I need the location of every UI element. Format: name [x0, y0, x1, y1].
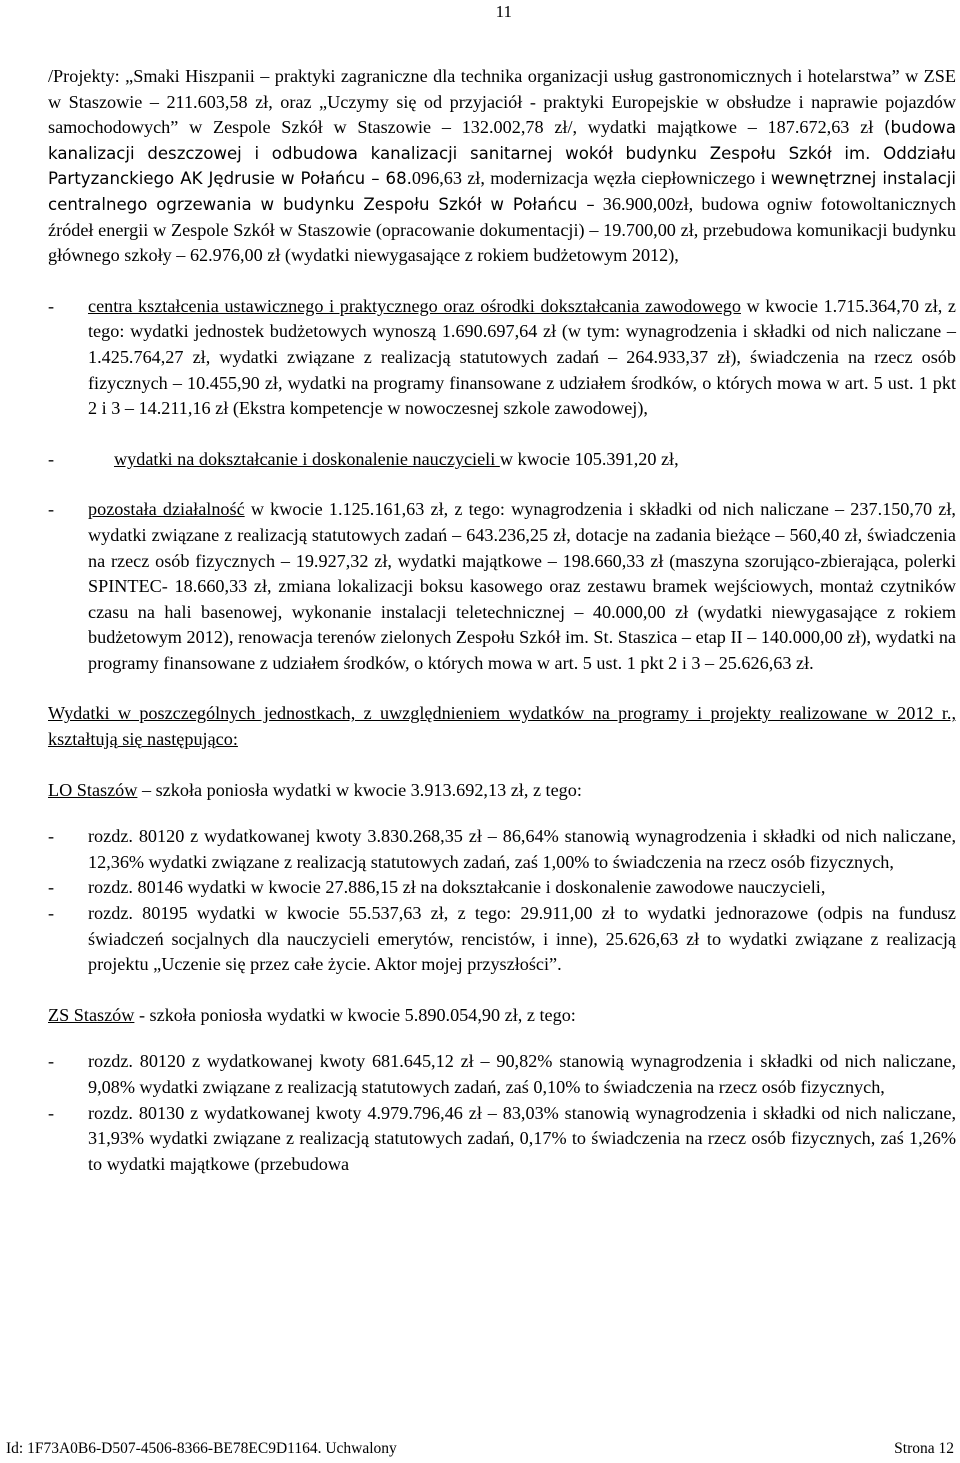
projects-text-sans-1: (budowa kanalizacji deszczowej i odbudowa kanalizacji sanitarnej wokół budynku Zespołu Szkół im. Oddziału Partyzanckiego AK Jędrusie w Połańcu – 68.: [48, 118, 956, 189]
lo-summary-text: – szkoła poniosła wydatki w kwocie 3.913.692,13 zł, z tego:: [137, 779, 582, 800]
page-number: 11: [495, 2, 512, 21]
pozostala-text: w kwocie 1.125.161,63 zł, z tego: wynagrodzenia i składki od nich naliczane – 237.150,70 zł, wydatki związane z realizacją statutowych zadań – 643.236,25 zł, dotacje na zadania bieżące – 560,40 zł, świadczenia na rzecz osób fizycznych – 19.927,32 zł, wydatki majątkowe – 198.660,33 zł (maszyna szorująco-zbierająca, polerki SPINTEC- 18.660,33 zł, zmiana lokalizacji boksu kasowego oraz zestawu bramek wejściowych, montaż czytników czasu na hali basenowej, wykonanie instalacji teletechnicznej – 40.000,00 zł (wydatki niewygasające z rokiem budżetowym 2012), renowacja terenów zielonych Zespołu Szkół im. St. Staszica – etap II – 140.000,00 zł), wydatki na programy finansowane z udziałem środków, o których mowa w art. 5 ust. 1 pkt 2 i 3 – 25.626,63 zł.: [88, 499, 956, 673]
dokszt-text: w kwocie 105.391,20 zł,: [499, 448, 679, 469]
document-id: Id: 1F73A0B6-D507-4506-8366-BE78EC9D1164. Uchwalony: [6, 1440, 397, 1457]
list-dash: -: [48, 826, 55, 847]
zs-summary-text: - szkoła poniosła wydatki w kwocie 5.890.054,90 zł, z tego:: [134, 1004, 576, 1025]
zs-item-2: [48, 1101, 956, 1178]
projects-paragraph: [48, 64, 956, 269]
section-heading: Wydatki w poszczególnych jednostkach, z uwzględnieniem wydatków na programy i projekty realizowane w 2012 r., kształtują się następująco:: [48, 703, 956, 750]
centra-title: centra kształcenia ustawicznego i praktycznego oraz ośrodki dokształcania zawodowego: [88, 295, 741, 316]
lo-item-text: rozdz. 80146 wydatki w kwocie 27.886,15 zł na dokształcanie i doskonalenie zawodowe nauczycieli,: [88, 877, 826, 898]
lo-name: LO Staszów: [48, 779, 138, 800]
lo-item-2: [48, 875, 956, 901]
lo-item-1: [48, 824, 956, 875]
list-item-dokszt: [48, 447, 956, 473]
list-item-pozostala: [48, 497, 956, 676]
lo-item-text: rozdz. 80195 wydatki w kwocie 55.537,63 zł, z tego: 29.911,00 zł to wydatki jednorazowe (odpis na fundusz świadczeń socjalnych dla nauczycieli emerytów, rencistów, i inne), 25.626,63 zł to wydatki związane z realizacją projektu „Uczenie się przez całe życie. Aktor mojej przyszłości”.: [88, 903, 956, 975]
list-dash: -: [48, 903, 55, 924]
page-footer: [6, 1440, 954, 1458]
dokszt-title: wydatki na dokształcanie i doskonalenie nauczycieli: [114, 448, 500, 469]
list-item-centra: [48, 294, 956, 422]
list-dash: -: [48, 877, 55, 898]
lo-item-text: rozdz. 80120 z wydatkowanej kwoty 3.830.268,35 zł – 86,64% stanowią wynagrodzenia i składki od nich naliczane, 12,36% wydatki związane z realizacją statutowych zadań, zaś 1,00% to świadczenia na rzecz osób fizycznych,: [88, 826, 956, 872]
projects-text-2: 096,63 zł, modernizacja węzła ciepłowniczego i: [411, 168, 771, 189]
centra-text: w kwocie 1.715.364,70 zł, z tego: wydatki jednostek budżetowych wynoszą 1.690.697,64 zł (w tym: wynagrodzenia i składki od nich naliczane – 1.425.764,27 zł, wydatki związane z realizacją statutowych zadań – 264.933,37 zł), świadczenia na rzecz osób fizycznych – 10.455,90 zł, wydatki na programy finansowane z udziałem środków, o których mowa w art. 5 ust. 1 pkt 2 i 3 – 14.211,16 zł (Ekstra kompetencje w nowoczesnej szkole zawodowej),: [88, 295, 956, 419]
pozostala-title: pozostała działalność: [88, 499, 245, 520]
zs-item-1: [48, 1049, 956, 1100]
lo-summary: [48, 778, 956, 804]
zs-item-text: rozdz. 80130 z wydatkowanej kwoty 4.979.796,46 zł – 83,03% stanowią wynagrodzenia i składki od nich naliczane, 31,93% wydatki związane z realizacją statutowych zadań, 0,17% to świadczenia na rzecz osób fizycznych, zaś 1,26% to wydatki majątkowe (przebudowa: [88, 1102, 956, 1174]
list-dash: -: [48, 1051, 55, 1072]
list-dash: -: [48, 499, 55, 520]
list-dash: -: [48, 1102, 55, 1123]
projects-text-sans-2: wewnętrznej instalacji centralnego ogrzewania w budynku Zespołu Szkół w Połańcu –: [48, 169, 956, 214]
projects-text-3: 36.900,00zł, budowa ogniw fotowoltanicznych źródeł energii w Zespole Szkół w Staszowie (opracowanie dokumentacji) – 19.700,00 zł, przebudowa komunikacji budynku głównego szkoły – 62.976,00 zł (wydatki niewygasające z rokiem budżetowym 2012),: [48, 193, 956, 266]
page-label: Strona 12: [894, 1440, 954, 1457]
document-body: [48, 64, 956, 1177]
zs-name: ZS Staszów: [48, 1004, 135, 1025]
zs-item-text: rozdz. 80120 z wydatkowanej kwoty 681.645,12 zł – 90,82% stanowią wynagrodzenia i składki od nich naliczane, 9,08% wydatki związane z realizacją statutowych zadań, zaś 0,10% to świadczenia na rzecz osób fizycznych,: [88, 1051, 956, 1097]
zs-summary: [48, 1003, 956, 1029]
lo-item-3: [48, 901, 956, 978]
list-dash: -: [48, 295, 55, 316]
projects-text-1: /Projekty: „Smaki Hiszpanii – praktyki zagraniczne dla technika organizacji usług gastronomicznych i hotelarstwa” w ZSE w Staszowie – 211.603,58 zł, oraz „Uczymy się od przyjaciół - praktyki Europejskie w obsłudze i naprawie pojazdów samochodowych” w Zespole Szkół w Staszowie – 132.002,78 zł/, wydatki majątkowe – 187.672,63 zł: [48, 66, 956, 138]
list-dash: -: [48, 448, 55, 469]
